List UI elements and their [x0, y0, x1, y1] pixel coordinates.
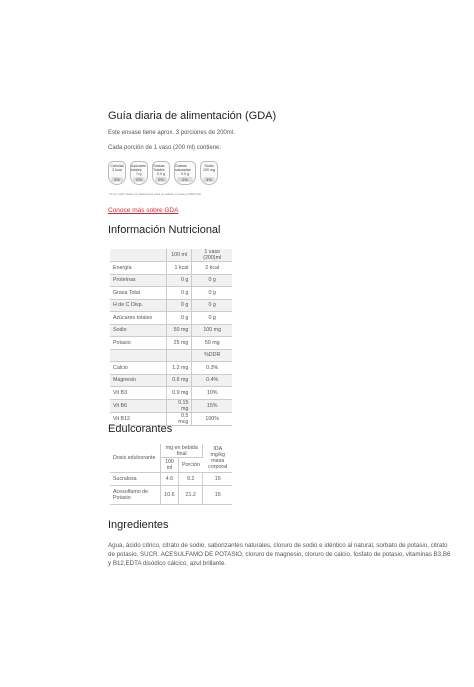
table-cell: 9.2: [178, 473, 203, 486]
table-row: [110, 287, 232, 300]
badge-percent: 0%: [133, 177, 146, 182]
badge-percent: 0%: [155, 177, 168, 182]
table-cell: 0.15 mg: [167, 399, 192, 412]
sweeteners-title: Edulcorantes: [108, 423, 173, 435]
table-cell: 50 mg: [192, 337, 232, 350]
table-cell: 50 mg: [167, 324, 192, 337]
header-100ml: 100 ml: [161, 458, 179, 473]
badge-name: Grasas saturadas: [175, 164, 191, 172]
table-cell: 1.2 mg: [167, 362, 192, 375]
table-cell: 0.4%: [192, 374, 232, 387]
table-cell: [167, 349, 192, 362]
badge-name: Grasas Totales: [153, 164, 165, 172]
table-cell: Magnesio: [110, 374, 167, 387]
header-mg: mg en bebida final: [161, 444, 203, 458]
gda-badge-calories: [108, 161, 126, 185]
table-row: [110, 473, 232, 486]
portion-note: Cada porción de 1 vaso (200 ml) contiene:: [108, 145, 222, 151]
badge-amount: 2 kcal: [112, 168, 122, 172]
table-cell: 100%: [192, 412, 232, 425]
gda-badge-total-fat: [152, 161, 170, 185]
gda-info-link[interactable]: Conoce más sobre GDA: [108, 207, 179, 214]
header-ida: IDA mg/kg masa corporal: [203, 444, 232, 473]
table-cell: Grasa Total: [110, 287, 167, 300]
table-cell: 0.3%: [192, 362, 232, 375]
table-row: [110, 337, 232, 350]
table-header-cell: [110, 249, 167, 262]
badge-amount: 0.0 g: [181, 172, 189, 176]
table-row: [110, 349, 232, 362]
ingredients-text: Agua, ácido cítrico, citrato de sodio, saborizantes naturales, cloruro de sodio e idéntico al natural, sorbato de potasio, citrato de potasio, SUCR. ACESULFAMO DE POTASIO, cloruro de magnesio, cloruro de calcio, fosfato de potasio, vitaminas B3,B6 y B12,EDTA disódico cálcico, azul brillante.: [108, 542, 451, 567]
badge-name: Sodio: [204, 164, 214, 168]
table-cell: 0 g: [167, 299, 192, 312]
gda-badge-sodium: [200, 161, 218, 185]
table-cell: 1 kcal: [167, 262, 192, 275]
table-cell: 0.5 mcg: [167, 412, 192, 425]
table-cell: 0 g: [192, 274, 232, 287]
table-cell: 15: [203, 485, 232, 504]
table-cell: Azúcares totales: [110, 312, 167, 325]
gda-badge-sugars: [130, 161, 148, 185]
badge-percent: 0%: [111, 177, 124, 182]
table-cell: 10.6: [161, 485, 179, 504]
table-header-row: [110, 444, 232, 458]
table-cell: Vit B6: [110, 399, 167, 412]
table-cell: 0.6 mg: [167, 374, 192, 387]
table-row: [110, 324, 232, 337]
table-cell: 2 kcal: [192, 262, 232, 275]
table-row: [110, 399, 232, 412]
table-cell: Sodio: [110, 324, 167, 337]
nutrition-table: [110, 249, 232, 426]
table-cell: Potasio: [110, 337, 167, 350]
header-portion: Porción: [178, 458, 203, 473]
table-cell: %DDR: [192, 349, 232, 362]
ingredients-title: Ingredientes: [108, 519, 169, 531]
table-row: [110, 312, 232, 325]
table-cell: Sucralosa: [110, 473, 161, 486]
badge-percent: 4%: [203, 177, 216, 182]
table-row: [110, 485, 232, 504]
table-row: [110, 374, 232, 387]
table-header-cell: 1 vaso (200)ml: [192, 249, 232, 262]
table-row: [110, 362, 232, 375]
badge-amount: 0 g: [136, 172, 142, 176]
table-cell: Vit B12: [110, 412, 167, 425]
badge-amount: 100 mg: [203, 168, 215, 172]
badge-name: Azúcares totales: [131, 164, 146, 172]
table-cell: 0 g: [192, 287, 232, 300]
table-cell: 0.9 mg: [167, 387, 192, 400]
badge-amount: 0.0 g: [157, 172, 165, 176]
table-cell: Acesulfamo de Potasio: [110, 485, 161, 504]
gda-badges: [108, 161, 218, 185]
table-cell: 0 g: [167, 287, 192, 300]
gda-title: Guía diaria de alimentación (GDA): [108, 110, 277, 122]
badge-percent: 0%: [177, 177, 193, 182]
table-cell: 100 mg: [192, 324, 232, 337]
table-header-row: [110, 249, 232, 262]
table-header-cell: 100 ml: [167, 249, 192, 262]
table-cell: Calcio: [110, 362, 167, 375]
table-cell: Proteínas: [110, 274, 167, 287]
table-cell: Energía: [110, 262, 167, 275]
servings-note: Este envase tiene aprox. 3 porciones de 200ml.: [108, 130, 235, 136]
table-cell: 4.6: [161, 473, 179, 486]
table-cell: 0 g: [192, 312, 232, 325]
table-row: [110, 387, 232, 400]
table-cell: 15%: [192, 399, 232, 412]
table-cell: 15: [203, 473, 232, 486]
table-row: [110, 262, 232, 275]
table-cell: 21.2: [178, 485, 203, 504]
table-cell: [110, 349, 167, 362]
table-cell: 25 mg: [167, 337, 192, 350]
badge-name: Calorías: [110, 164, 124, 168]
gda-badge-saturated-fat: [174, 161, 196, 185]
table-cell: H de C Disp.: [110, 299, 167, 312]
header-dose: Dosis edulcorante: [110, 444, 161, 473]
table-cell: 0 g: [167, 312, 192, 325]
table-cell: 0 g: [192, 299, 232, 312]
table-cell: 10%: [192, 387, 232, 400]
table-row: [110, 274, 232, 287]
table-row: [110, 299, 232, 312]
table-cell: 0 g: [167, 274, 192, 287]
table-cell: Vit B3: [110, 387, 167, 400]
sweeteners-table: [110, 444, 232, 505]
gda-footnote: * % del Valor Diario de Referencia para un adulto en base a 2000 kcal: [108, 192, 202, 196]
nutrition-title: Información Nutricional: [108, 224, 221, 236]
